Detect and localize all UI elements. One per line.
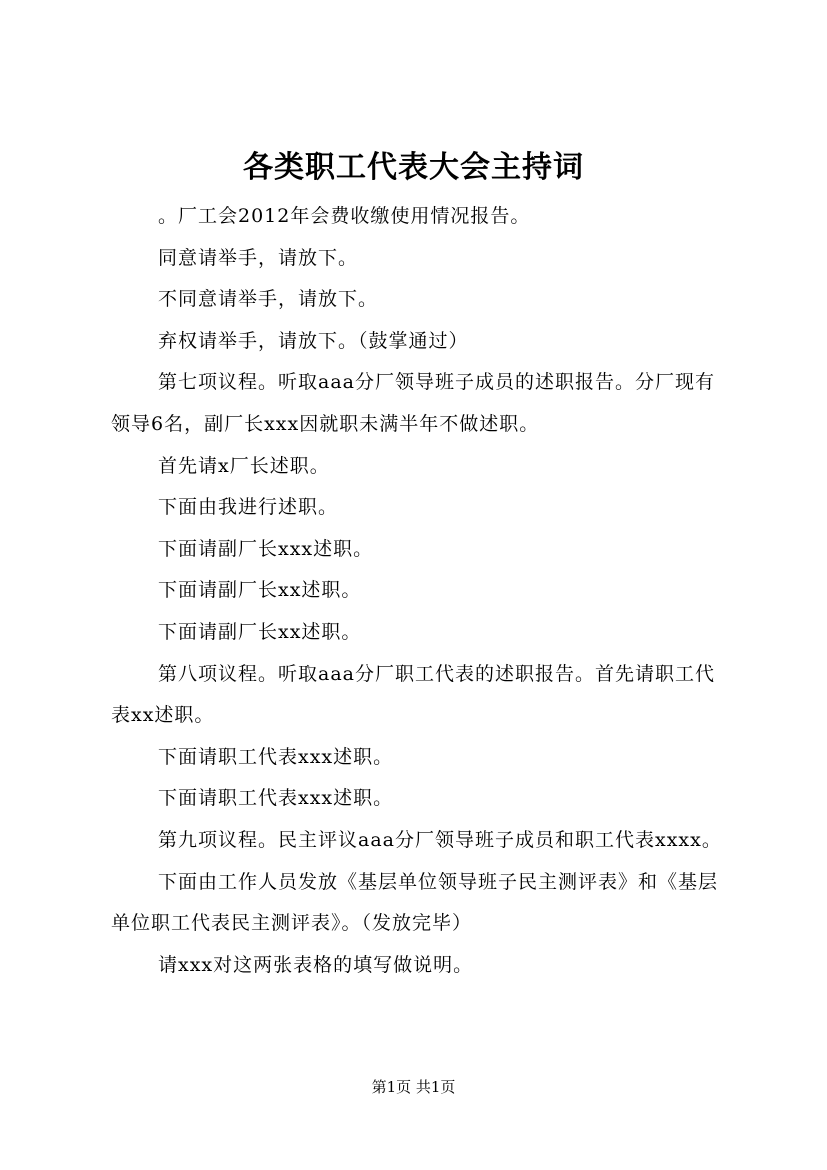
paragraph: 下面由工作人员发放《基层单位领导班子民主测评表》和《基层单位职工代表民主测评表》。（发放完毕） (111, 870, 719, 935)
page-number-footer: 第1页 共1页 (371, 1078, 456, 1096)
paragraph: 下面由我进行述职。 (158, 496, 339, 519)
paragraph: 不同意请举手，请放下。 (158, 288, 379, 311)
paragraph: 弃权请举手，请放下。（鼓掌通过） (158, 329, 469, 352)
paragraph: 下面请副厂长xxx述职。 (158, 537, 374, 560)
document-body (111, 196, 725, 986)
paragraph: 第九项议程。民主评议aaa分厂领导班子成员和职工代表xxxx。 (158, 828, 722, 851)
paragraph: 第七项议程。听取aaa分厂领导班子成员的述职报告。分厂现有领导6名，副厂长xxx因就职未满半年不做述职。 (111, 371, 715, 435)
paragraph: 请xxx对这两张表格的填写做说明。 (158, 953, 474, 976)
paragraph: 下面请职工代表xxx述职。 (158, 745, 394, 768)
document-title: 各类职工代表大会主持词 (243, 150, 584, 185)
paragraph: 下面请职工代表xxx述职。 (158, 787, 394, 810)
paragraph: 下面请副厂长xx述职。 (158, 579, 362, 602)
paragraph: 首先请x厂长述职。 (158, 454, 330, 477)
paragraph: 下面请副厂长xx述职。 (158, 620, 362, 643)
paragraph: 同意请举手，请放下。 (158, 246, 359, 269)
paragraph: 。厂工会2012年会费收缴使用情况报告。 (158, 205, 531, 227)
paragraph: 第八项议程。听取aaa分厂职工代表的述职报告。首先请职工代表xx述职。 (111, 662, 715, 727)
